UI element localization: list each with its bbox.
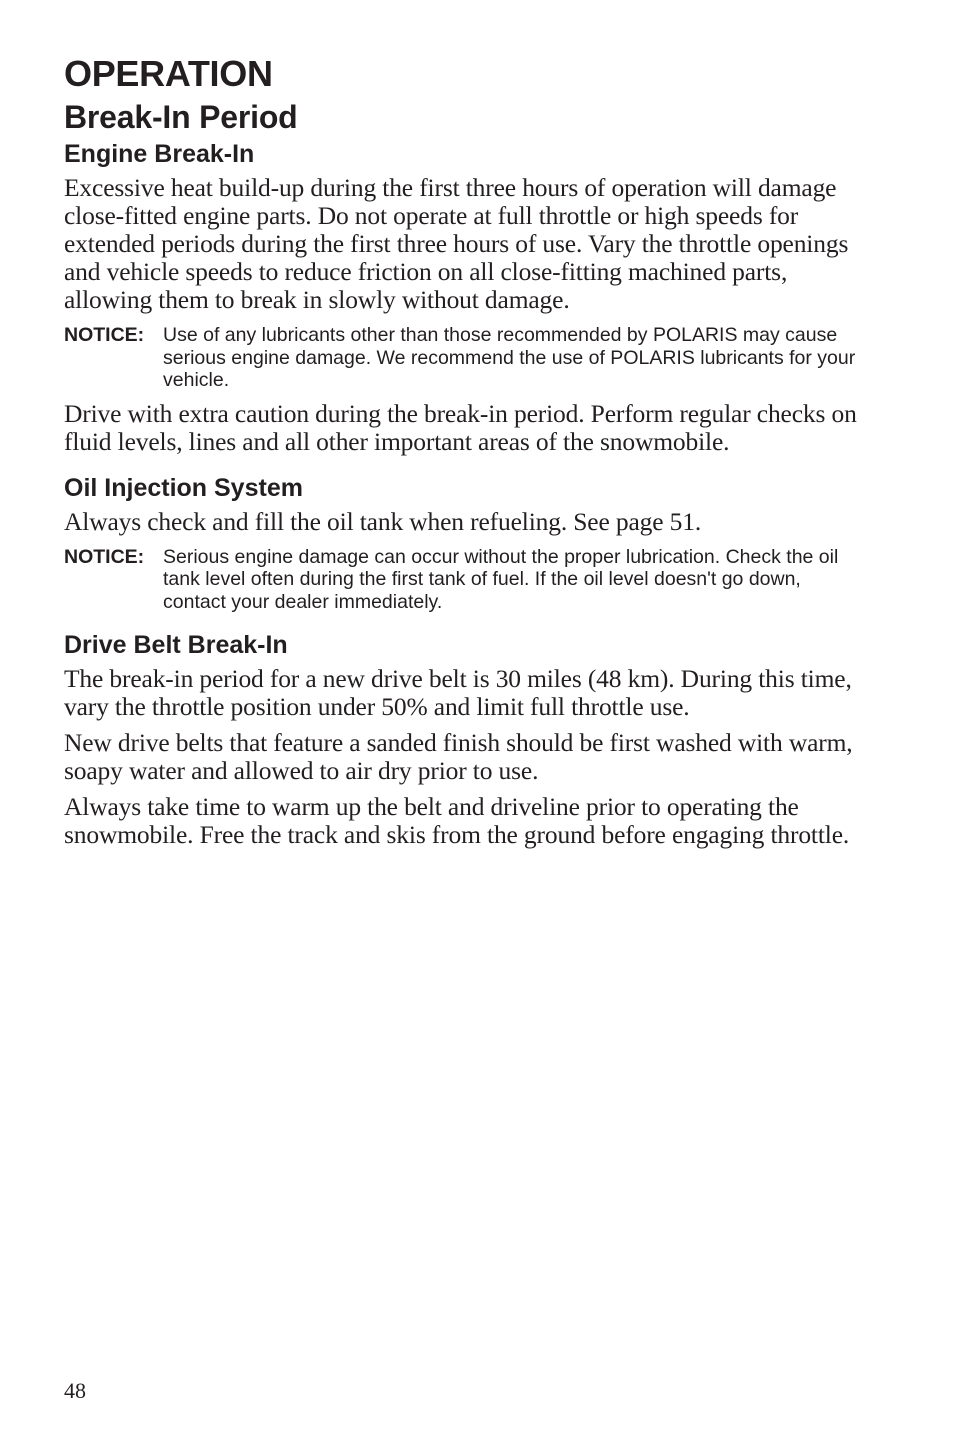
drive-belt-heading: Drive Belt Break-In <box>64 631 288 659</box>
oil-injection-paragraph: Always check and fill the oil tank when refueling. See page 51. <box>64 506 702 536</box>
drive-belt-paragraph-1: The break-in period for a new drive belt is 30 miles (48 km). During this time, vary the throttle position under 50% and limit full throttle use. <box>64 664 852 721</box>
oil-notice <box>64 546 864 614</box>
engine-break-in-paragraph: Excessive heat build-up during the first three hours of operation will damage close-fitted engine parts. Do not operate at full throttle or high speeds for extended periods during the first three hours of use. Vary the throttle openings and vehicle speeds to reduce friction on all close-fitting machined parts, allowing them to break in slowly without damage. <box>64 173 849 314</box>
engine-break-in-heading: Engine Break-In <box>64 140 255 168</box>
page-number: 48 <box>64 1378 86 1403</box>
drive-belt-paragraph-3: Always take time to warm up the belt and driveline prior to operating the snowmobile. Free the track and skis from the ground before engaging throttle. <box>64 792 850 849</box>
topic-title: Break-In Period <box>64 99 298 135</box>
section-title: OPERATION <box>64 53 273 94</box>
notice-label: NOTICE: <box>64 324 145 346</box>
drive-belt-paragraph-2: New drive belts that feature a sanded finish should be first washed with warm, soapy water and allowed to air dry prior to use. <box>64 728 853 785</box>
break-in-caution-paragraph: Drive with extra caution during the break-in period. Perform regular checks on fluid levels, lines and all other important areas of the snowmobile. <box>64 398 857 456</box>
oil-injection-heading: Oil Injection System <box>64 473 303 502</box>
manual-page <box>64 52 864 849</box>
engine-notice <box>64 324 864 392</box>
notice-text: Serious engine damage can occur without the proper lubrication. Check the oil tank level often during the first tank of fuel. If the oil level doesn't go down, contact your dealer immediately. <box>163 545 839 613</box>
notice-label: NOTICE: <box>64 545 145 568</box>
notice-text: Use of any lubricants other than those recommended by POLARIS may cause serious engine damage. We recommend the use of POLARIS lubricants for your vehicle. <box>163 324 856 391</box>
